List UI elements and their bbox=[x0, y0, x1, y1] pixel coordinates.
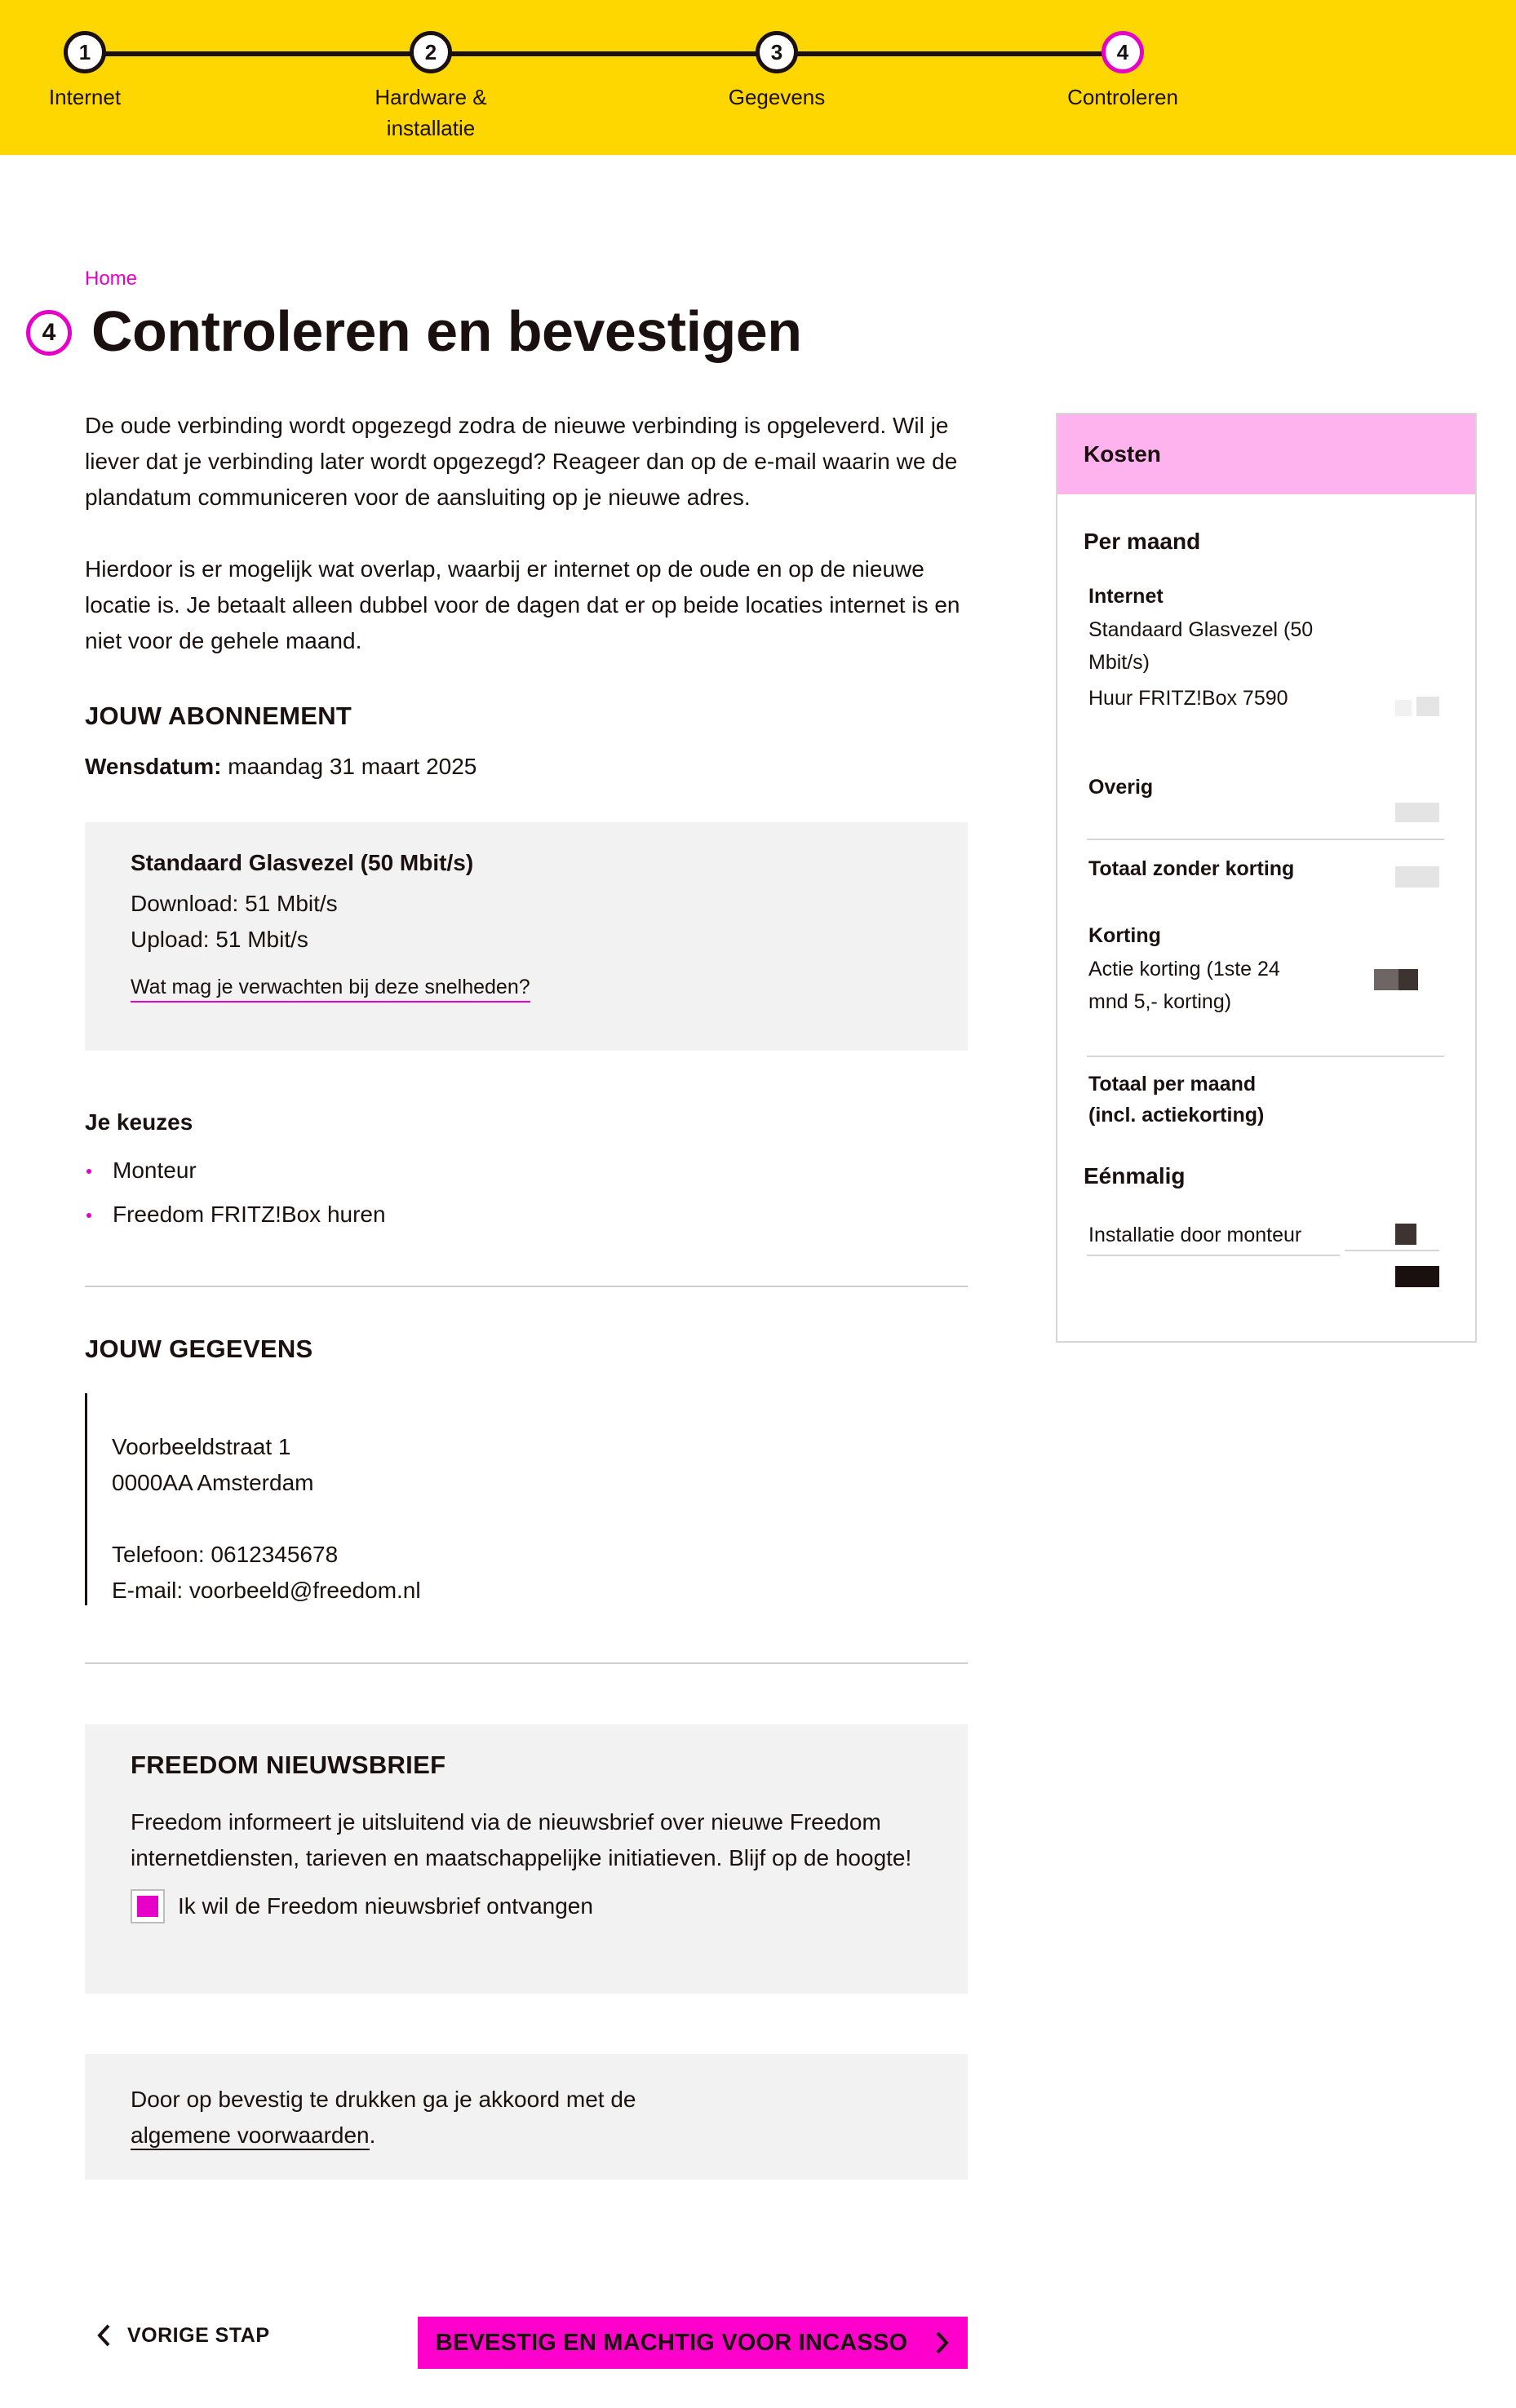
step-hardware[interactable] bbox=[308, 31, 553, 144]
intro-paragraph: Hierdoor is er mogelijk wat overlap, waarbij er internet op de oude en op de nieuwe locatie is. Je betaalt alleen dubbel voor de dagen dat er op beide locaties internet is en niet voor de gehele maand. bbox=[85, 556, 960, 653]
wensdatum-value: maandag 31 maart 2025 bbox=[228, 754, 477, 779]
newsletter-checkbox-label[interactable]: Ik wil de Freedom nieuwsbrief ontvangen bbox=[178, 1893, 593, 1919]
speed-info-link[interactable]: Wat mag je verwachten bij deze snelheden? bbox=[131, 976, 530, 1003]
previous-step-label: VORIGE STAP bbox=[127, 2323, 270, 2347]
per-month-heading: Per maand bbox=[1084, 529, 1201, 554]
discount-description-cont: mnd 5,- korting) bbox=[1088, 990, 1232, 1013]
confirm-button[interactable] bbox=[418, 2317, 968, 2369]
newsletter-checkbox[interactable] bbox=[131, 1889, 165, 1923]
newsletter-box bbox=[85, 1724, 968, 1994]
phone: Telefoon: 0612345678 bbox=[112, 1542, 339, 1567]
discount-description: Actie korting (1ste 24 bbox=[1088, 958, 1280, 980]
newsletter-heading: FREEDOM NIEUWSBRIEF bbox=[131, 1751, 446, 1779]
total-per-month-note: (incl. actiekorting) bbox=[1088, 1104, 1265, 1127]
checkmark-icon bbox=[137, 1896, 158, 1917]
step-number: 2 bbox=[410, 31, 452, 73]
divider bbox=[1087, 1056, 1340, 1057]
upload-speed: Upload: 51 Mbit/s bbox=[131, 927, 308, 952]
internet-plan: Standaard Glasvezel (50 bbox=[1088, 618, 1314, 641]
divider bbox=[1345, 1250, 1439, 1251]
plan-summary bbox=[85, 822, 968, 1051]
step-controleren bbox=[1000, 31, 1245, 113]
intro-paragraph: De oude verbinding wordt opgezegd zodra de nieuwe verbinding is opgeleverd. Wil je liever dat je verbinding later wordt opgezegd? Reageer dan op de e-mail waarin we de plandatum communiceren voor de aansluiting op je nieuwe adres. bbox=[85, 413, 958, 510]
step-label: Hardware & bbox=[375, 85, 487, 109]
wensdatum bbox=[85, 754, 968, 780]
progress-stepper bbox=[0, 0, 1516, 155]
breadcrumb-home[interactable]: Home bbox=[85, 268, 138, 290]
details-heading: JOUW GEGEVENS bbox=[85, 1335, 313, 1363]
step-badge: 4 bbox=[26, 310, 72, 356]
divider bbox=[85, 1286, 968, 1287]
price-redacted bbox=[1399, 969, 1418, 990]
choices-list bbox=[85, 1149, 968, 1237]
previous-step-button[interactable] bbox=[96, 2323, 270, 2348]
address-street: Voorbeeldstraat 1 bbox=[112, 1434, 291, 1459]
terms-link[interactable]: algemene voorwaarden bbox=[131, 2122, 370, 2150]
chevron-left-icon bbox=[96, 2323, 111, 2348]
step-number-active: 4 bbox=[1102, 31, 1144, 73]
address-block bbox=[85, 1393, 968, 1605]
step-gegevens[interactable] bbox=[654, 31, 899, 113]
costs-panel bbox=[1056, 413, 1477, 1343]
step-label: Gegevens bbox=[728, 85, 826, 109]
download-speed: Download: 51 Mbit/s bbox=[131, 891, 338, 916]
costs-header: Kosten bbox=[1057, 414, 1475, 494]
newsletter-option[interactable] bbox=[131, 1889, 922, 1923]
discount-label: Korting bbox=[1088, 924, 1161, 947]
installation-label: Installatie door monteur bbox=[1088, 1224, 1302, 1246]
chevron-right-icon bbox=[935, 2331, 950, 2355]
terms-suffix: . bbox=[369, 2122, 376, 2148]
price-redacted bbox=[1395, 866, 1439, 888]
step-label: Internet bbox=[48, 85, 122, 109]
price-redacted bbox=[1416, 697, 1439, 716]
one-time-heading: Eénmalig bbox=[1084, 1163, 1186, 1189]
step-label-line2: installatie bbox=[386, 116, 476, 140]
confirm-label: BEVESTIG EN MACHTIG VOOR INCASSO bbox=[435, 2329, 908, 2356]
total-per-month: Totaal per maand bbox=[1088, 1073, 1257, 1096]
price-redacted bbox=[1395, 803, 1439, 822]
list-item: Monteur bbox=[85, 1149, 968, 1193]
other-label: Overig bbox=[1088, 776, 1154, 799]
step-label: Controleren bbox=[1067, 85, 1178, 109]
step-number: 3 bbox=[756, 31, 798, 73]
address-city: 0000AA Amsterdam bbox=[112, 1470, 314, 1495]
fritzbox-rental: Huur FRITZ!Box 7590 bbox=[1088, 687, 1288, 710]
page-title: Controleren en bevestigen bbox=[91, 299, 802, 363]
internet-label: Internet bbox=[1088, 585, 1164, 608]
internet-plan-cont: Mbit/s) bbox=[1088, 651, 1150, 674]
divider bbox=[85, 1662, 968, 1664]
plan-name: Standaard Glasvezel (50 Mbit/s) bbox=[131, 850, 474, 875]
choices-title: Je keuzes bbox=[85, 1109, 193, 1135]
price-redacted bbox=[1395, 700, 1412, 716]
stepper-track bbox=[85, 51, 1123, 56]
subscription-heading: JOUW ABONNEMENT bbox=[85, 702, 352, 730]
main-content bbox=[85, 408, 968, 2180]
terms-text: Door op bevestig te drukken ga je akkoord met de bbox=[131, 2087, 636, 2112]
total-redacted bbox=[1395, 1266, 1439, 1287]
step-internet[interactable] bbox=[0, 31, 207, 113]
wensdatum-label: Wensdatum: bbox=[85, 754, 222, 779]
total-without-discount: Totaal zonder korting bbox=[1088, 857, 1295, 880]
divider bbox=[1340, 1056, 1444, 1057]
step-number: 1 bbox=[64, 31, 106, 73]
list-item: Freedom FRITZ!Box huren bbox=[85, 1193, 968, 1237]
terms-box bbox=[85, 2054, 968, 2180]
divider bbox=[1340, 839, 1444, 840]
divider bbox=[1087, 1255, 1340, 1256]
divider bbox=[1087, 839, 1340, 840]
price-redacted bbox=[1395, 1224, 1416, 1245]
email: E-mail: voorbeeld@freedom.nl bbox=[112, 1578, 421, 1603]
newsletter-text: Freedom informeert je uitsluitend via de nieuwsbrief over nieuwe Freedom internetdiensten, tarieven en maatschappelijke initiatieven. Blijf op de hoogte! bbox=[131, 1809, 912, 1870]
